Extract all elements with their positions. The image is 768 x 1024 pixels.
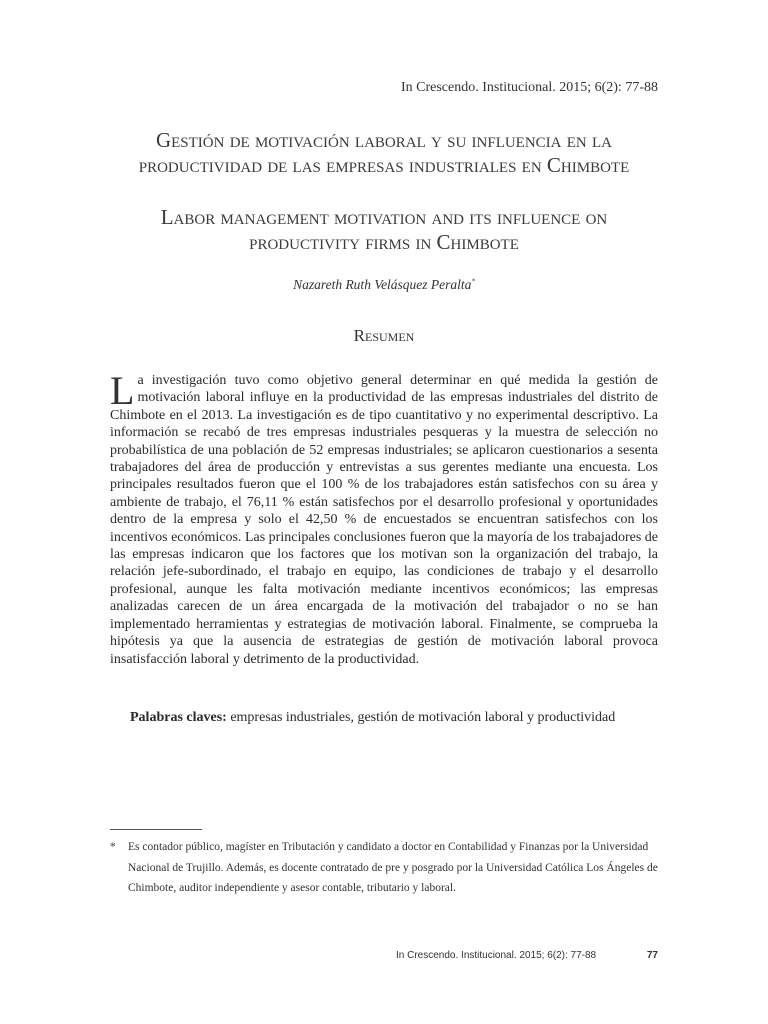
abstract-body <box>110 368 658 668</box>
running-header: In Crescendo. Institucional. 2015; 6(2): 77-88 <box>400 80 658 95</box>
keywords-text: empresas industriales, gestión de motivación laboral y productividad <box>230 710 616 725</box>
title-spanish <box>110 128 658 178</box>
keywords-label: Palabras claves: <box>130 710 227 725</box>
footnote-divider <box>110 829 202 830</box>
page-number: 77 <box>646 950 658 961</box>
author-footnote <box>110 837 658 899</box>
author-name: Nazareth Ruth Velásquez Peralta <box>293 277 472 292</box>
title-english-line-1: Labor management motivation and its influence on <box>160 205 608 229</box>
title-spanish-line-1: Gestión de motivación laboral y su influencia en la <box>155 128 613 152</box>
abstract-text: a investigación tuvo como objetivo general determinar en qué medida la gestión de motivación laboral influye en la productividad de las empresas industriales del distrito de Chimbote en el 2013. La investigación es de tipo cuantitativo y no experimental descriptivo. La información se recabó de tres empresas industriales pesqueras y la muestra de selección no probabilística de una población de 52 empresas industriales; se aplicaron cuestionarios a sesenta trabajadores del área de producción y entrevistas a sus gerentes mediante una encuesta. Los principales resultados fueron que el 100 % de los trabajadores están satisfechos con su área y ambiente de trabajo, el 76,11 % están satisfechos por el desarrollo profesional y oportunidades dentro de la empresa y solo el 42,50 % de encuestados se encuentran satisfechos con los incentivos económicos. Las principales conclusiones fueron que la mayoría de los trabajadores de las empresas indicaron que los factores que los motivan son la organización del trabajo, la relación jefe-subordinado, el trabajo en equipo, las condiciones de trabajo y el desarrollo profesional, aunque les falta motivación mediante incentivos económicos; las empresas analizadas carecen de un área encargada de la motivación del trabajador o no se han implementado herramientas y estrategias de motivación laboral. Finalmente, se comprueba la hipótesis ya que la ausencia de estrategias de gestión de motivación laboral provoca insatisfacción laboral y detrimento de la productividad. <box>110 373 658 667</box>
author-line <box>110 277 658 293</box>
abstract-heading: Resumen <box>353 326 415 345</box>
keywords <box>130 709 658 726</box>
footnote-text: Es contador público, magíster en Tributación y candidato a doctor en Contabilidad y Finanzas por la Universidad Nacional de Trujillo. Además, es docente contratado de pre y posgrado por la Universidad Católica Los Ángeles de Chimbote, auditor independiente y asesor contable, tributario y laboral. <box>128 841 658 894</box>
title-english-line-2: productivity firms in Chimbote <box>249 230 519 254</box>
title-spanish-line-2: productividad de las empresas industriales en Chimbote <box>138 153 630 177</box>
title-english <box>110 205 658 255</box>
drop-cap: L <box>110 368 135 413</box>
footnote-mark: * <box>110 841 116 853</box>
author-footnote-mark: * <box>471 277 475 286</box>
footer-journal-ref: In Crescendo. Institucional. 2015; 6(2): 77-88 <box>396 950 597 961</box>
